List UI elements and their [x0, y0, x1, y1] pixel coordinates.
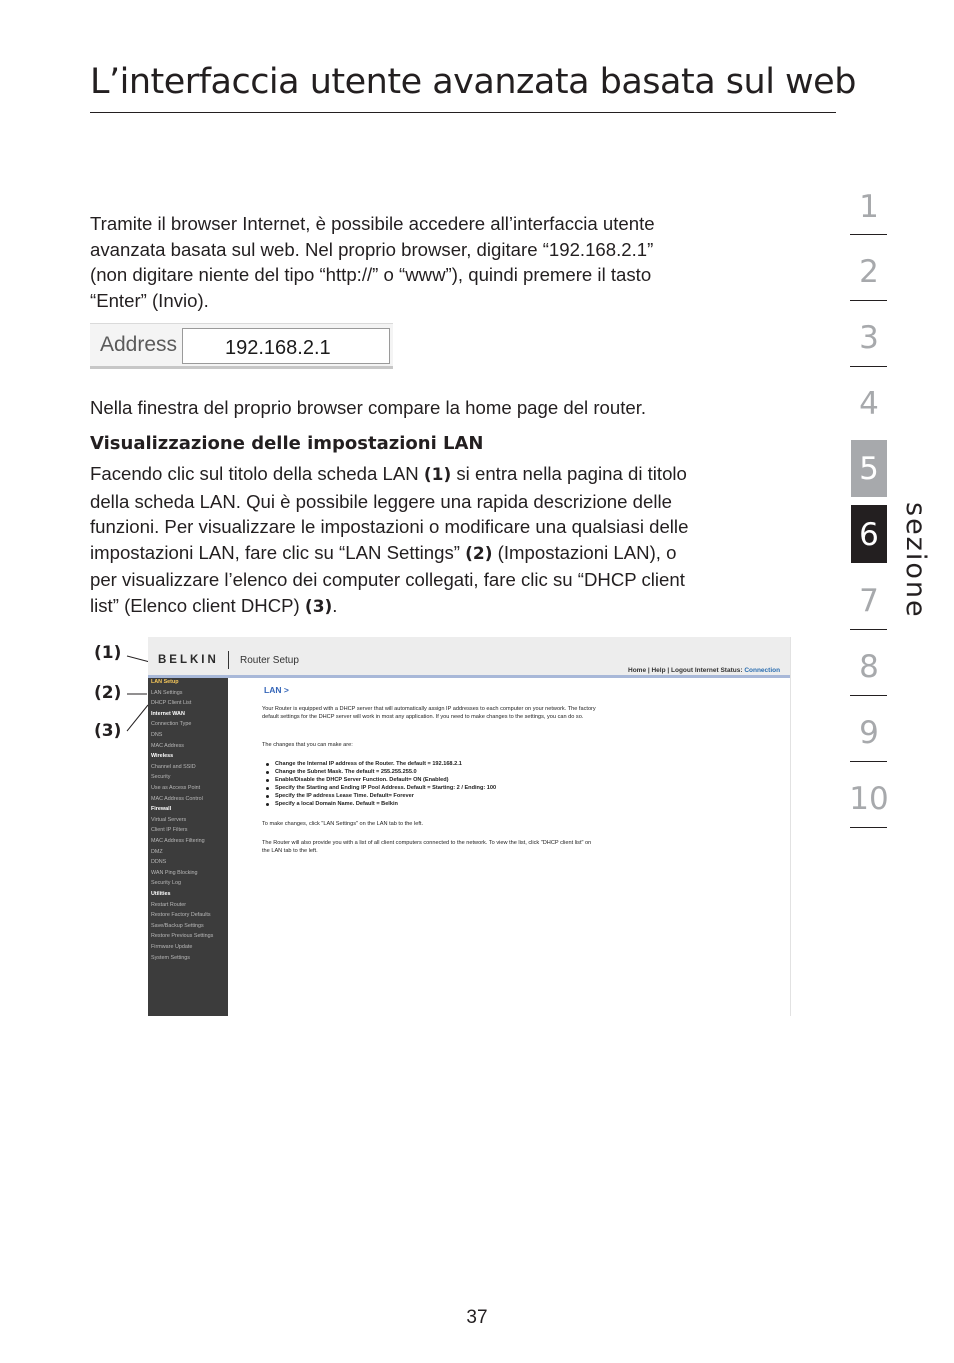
router-nav-item[interactable]: DMZ [151, 848, 163, 855]
intro-line: Tramite il browser Internet, è possibile accedere all’interfaccia utente [90, 213, 655, 234]
section-number-7: 7 [859, 583, 879, 619]
router-nav-item[interactable]: DDNS [151, 859, 167, 866]
router-make-changes-text: To make changes, click "LAN Settings" on the LAN tab to the left. [262, 821, 423, 827]
callout-label-3: (3) [94, 721, 122, 741]
section-number-6: 6 [859, 517, 879, 553]
top-links[interactable] [628, 667, 780, 674]
router-nav-item[interactable]: WAN Ping Blocking [151, 869, 198, 876]
section-number-5: 5 [859, 451, 879, 487]
logo-separator [228, 651, 229, 669]
router-bullet: Change the Internal IP address of the Router. The default = 192.168.2.1 [275, 761, 462, 767]
lan-text: si entra nella pagina di titolo [451, 463, 687, 484]
router-nav-item[interactable]: Security Log [151, 880, 181, 887]
router-nav-section: Internet WAN [151, 710, 185, 717]
router-screenshot [148, 637, 791, 1016]
section-number-9: 9 [859, 715, 879, 751]
router-nav-item[interactable]: Restore Factory Defaults [151, 912, 211, 919]
lan-breadcrumb[interactable]: LAN > [264, 685, 289, 695]
callout-ref: (2) [465, 543, 493, 564]
router-bullet: Specify a local Domain Name. Default = Belkin [275, 801, 398, 807]
router-bullet: Specify the IP address Lease Time. Default= Forever [275, 793, 414, 799]
router-nav-item[interactable]: LAN Setup [151, 679, 179, 685]
router-nav-section: Firewall [151, 806, 172, 813]
router-client-list-text: The Router will also provide you with a list of all client computers connected to the network. To view the list, click "DHCP client list" on the LAN tab to the left. [262, 840, 592, 854]
lan-line: della scheda LAN. Qui è possibile leggere una rapida descrizione delle [90, 490, 672, 512]
callout-ref: (1) [423, 465, 452, 485]
page-title: L’interfaccia utente avanzata basata sul web [90, 62, 856, 102]
router-nav-item[interactable]: Security [151, 774, 171, 781]
section-number-2: 2 [859, 254, 879, 290]
intro-line: avanzata basata sul web. Nel proprio browser, digitare “192.168.2.1” [90, 238, 654, 260]
callout-label-2: (2) [94, 683, 122, 703]
lan-line: per visualizzare l’elenco dei computer collegati, fare clic su “DHCP client [90, 569, 685, 591]
router-nav-section: Wireless [151, 753, 174, 760]
router-nav-item[interactable]: DHCP Client List [151, 700, 192, 707]
router-nav-item[interactable]: Virtual Servers [151, 816, 187, 823]
lan-text: list” (Elenco client DHCP) [90, 594, 305, 616]
router-setup-title: Router Setup [240, 655, 299, 666]
top-links-text[interactable]: Home | Help | Logout Internet Status: [628, 667, 743, 674]
router-nav-item[interactable]: MAC Address Control [151, 795, 203, 802]
router-home-paragraph: Nella finestra del proprio browser compare la home page del router. [90, 397, 647, 418]
router-nav-item[interactable]: System Settings [151, 954, 190, 961]
router-nav-item[interactable]: LAN Settings [151, 689, 183, 696]
router-nav-item[interactable]: Restart Router [151, 901, 187, 908]
router-bullet: Change the Subnet Mask. The default = 255.255.255.0 [275, 769, 417, 775]
section-number-3: 3 [859, 320, 879, 356]
leader-line-3 [127, 705, 148, 731]
section-number-10: 10 [849, 781, 889, 817]
router-nav-section: Utilities [151, 891, 171, 897]
router-nav-item[interactable]: MAC Address [151, 742, 184, 749]
router-changes-text: The changes that you can make are: [262, 742, 353, 748]
intro-line: “Enter” (Invio). [90, 289, 209, 311]
callout-label-1: (1) [94, 643, 122, 663]
router-nav-item[interactable]: Firmware Update [151, 944, 193, 950]
lan-text: (Impostazioni LAN), o [492, 541, 677, 563]
lan-text: . [332, 594, 338, 616]
router-bullet: Enable/Disable the DHCP Server Function. Default= ON (Enabled) [275, 777, 449, 783]
router-nav-item[interactable]: Restore Previous Settings [151, 933, 214, 940]
router-bullet: Specify the Starting and Ending IP Pool Address. Default = Starting: 2 / Ending: 100 [275, 785, 497, 791]
lan-text: Facendo clic sul titolo della scheda LAN [90, 463, 424, 484]
section-number-4: 4 [859, 386, 879, 422]
router-nav-item[interactable]: MAC Address Filtering [151, 838, 205, 844]
router-header-stripe [148, 675, 790, 678]
lan-heading: Visualizzazione delle impostazioni LAN [90, 433, 484, 454]
router-nav-item[interactable]: Client IP Filters [151, 827, 188, 834]
belkin-logo: BELKIN [158, 654, 219, 666]
router-nav-item[interactable]: Channel and SSID [151, 763, 196, 770]
router-nav-item[interactable]: Use as Access Point [151, 785, 201, 791]
router-sidebar [148, 678, 228, 1016]
router-intro-text: Your Router is equipped with a DHCP server that will automatically assign IP addresses to each computer on your network. The factory default settings for the DHCP server will work in most any application. If you need to make changes to the settings, you can do so. [262, 706, 596, 720]
router-nav-item[interactable]: DNS [151, 732, 163, 738]
lan-text: impostazioni LAN, fare clic su “LAN Settings” [90, 541, 466, 563]
address-label: Address [100, 333, 178, 356]
router-nav-item[interactable]: Connection Type [151, 721, 192, 728]
page-number: 37 [466, 1307, 488, 1328]
lan-line: funzioni. Per visualizzare le impostazioni o modificare una qualsiasi delle [90, 516, 689, 538]
internet-status: Connection [744, 667, 781, 674]
address-value: 192.168.2.1 [225, 337, 331, 359]
callout-ref: (3) [304, 596, 333, 617]
section-label-text: sezione [900, 502, 931, 619]
intro-line: (non digitare niente del tipo “http://” o “www”), quindi premere il tasto [90, 264, 652, 286]
section-number-8: 8 [859, 649, 879, 685]
router-nav-item[interactable]: Save/Backup Settings [151, 922, 204, 929]
section-number-1: 1 [859, 189, 879, 225]
